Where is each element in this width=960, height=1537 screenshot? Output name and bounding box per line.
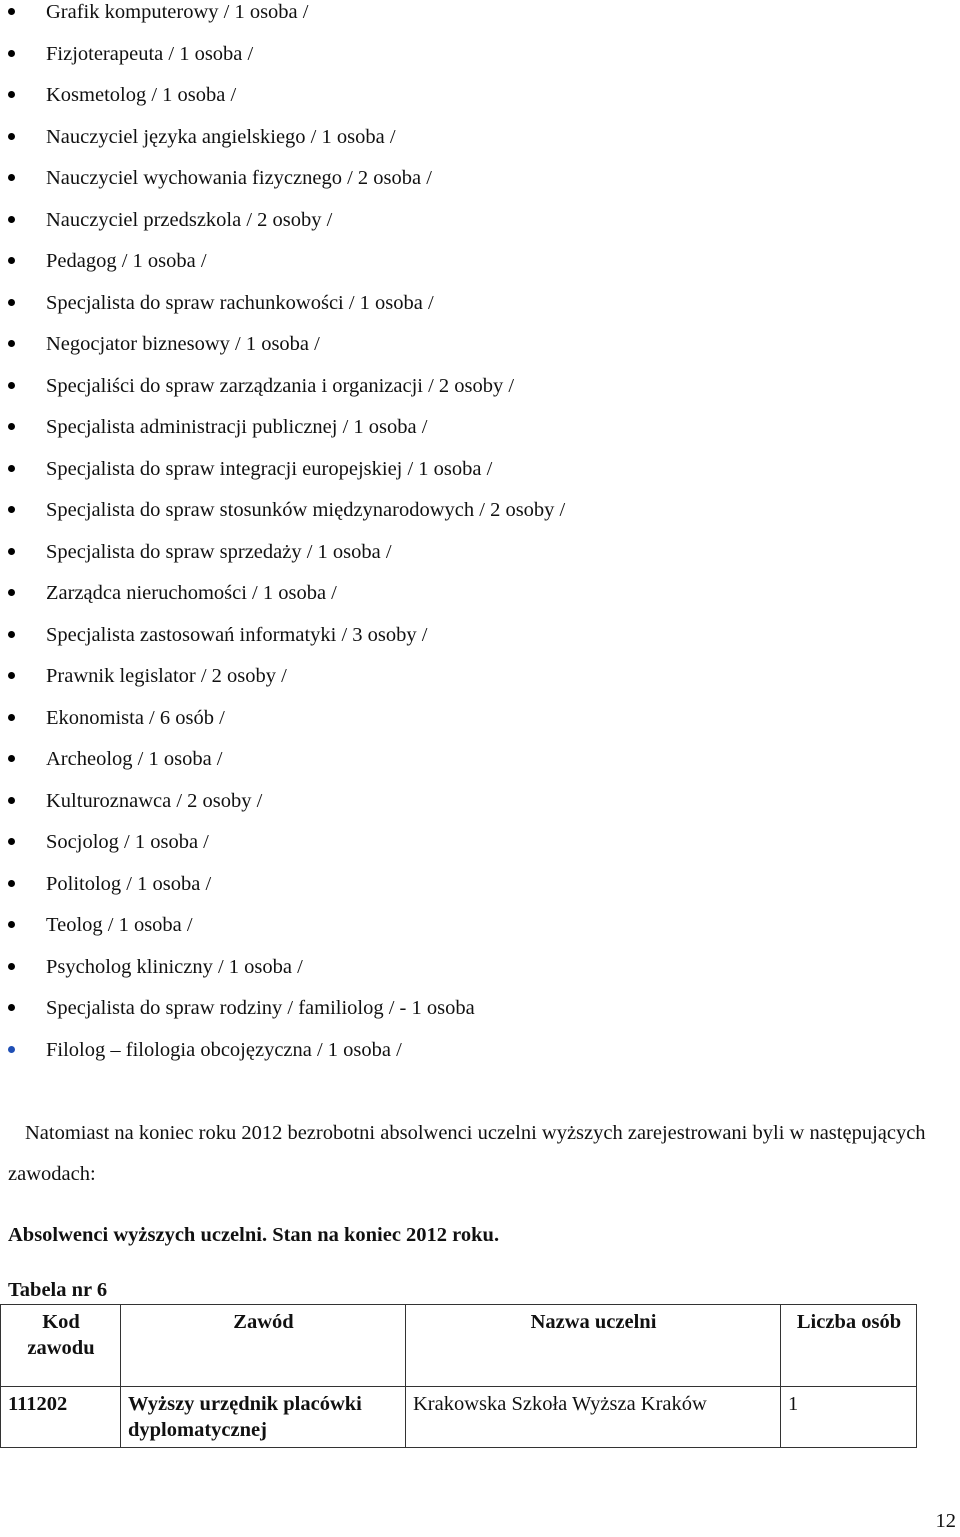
bullet-icon xyxy=(8,133,15,140)
list-item-text: Archeolog / 1 osoba / xyxy=(46,748,223,770)
list-item-text: Specjalista do spraw rodziny / familiolog / - 1 osoba xyxy=(46,997,475,1019)
bullet-icon xyxy=(8,8,15,15)
cell-count: 1 xyxy=(781,1387,917,1448)
list-item-text: Ekonomista / 6 osób / xyxy=(46,706,225,729)
table-caption: Tabela nr 6 xyxy=(8,1279,108,1301)
bullet-icon xyxy=(8,589,15,596)
bullet-icon xyxy=(8,880,15,887)
bullet-icon xyxy=(8,548,15,555)
list-item xyxy=(0,1032,960,1074)
cell-occupation: Wyższy urzędnik placówki dyplomatycznej xyxy=(121,1387,406,1448)
column-header-occupation: Zawód xyxy=(121,1305,406,1387)
list-item-text: Kosmetolog / 1 osoba / xyxy=(46,84,237,106)
bullet-icon xyxy=(8,631,15,638)
bullet-icon xyxy=(8,1046,15,1053)
bullet-icon xyxy=(8,50,15,57)
bullet-icon xyxy=(8,755,15,762)
list-item xyxy=(0,368,960,410)
list-item xyxy=(0,824,960,866)
list-item xyxy=(0,119,960,161)
cell-university: Krakowska Szkoła Wyższa Kraków xyxy=(406,1387,781,1448)
list-item xyxy=(0,617,960,659)
list-item-text: Specjalista do spraw stosunków międzynarodowych / 2 osoby / xyxy=(46,499,566,521)
list-item-text: Negocjator biznesowy / 1 osoba / xyxy=(46,333,320,355)
column-header-count: Liczba osób xyxy=(781,1305,917,1387)
list-item-text: Nauczyciel wychowania fizycznego / 2 osoba / xyxy=(46,167,432,189)
list-item-text: Specjalista zastosowań informatyki / 3 osoby / xyxy=(46,623,428,646)
list-item xyxy=(0,243,960,285)
list-item-text: Kulturoznawca / 2 osoby / xyxy=(46,789,263,812)
list-item-text: Psycholog kliniczny / 1 osoba / xyxy=(46,955,303,978)
list-item xyxy=(0,907,960,949)
list-item-text: Specjalista do spraw rachunkowości / 1 osoba / xyxy=(46,291,434,314)
list-item xyxy=(0,783,960,825)
list-item xyxy=(0,990,960,1032)
list-item-text: Fizjoterapeuta / 1 osoba / xyxy=(46,42,254,65)
bullet-icon xyxy=(8,91,15,98)
list-item xyxy=(0,658,960,700)
list-item xyxy=(0,0,960,36)
bullet-icon xyxy=(8,714,15,721)
list-item xyxy=(0,285,960,327)
section-heading: Absolwenci wyższych uczelni. Stan na koniec 2012 roku. xyxy=(8,1224,500,1246)
bullet-icon xyxy=(8,216,15,223)
body-paragraph-text: Natomiast na koniec roku 2012 bezrobotni absolwenci uczelni wyższych zarejestrowani byli w następujących zawodach: xyxy=(8,1122,926,1185)
list-item xyxy=(0,741,960,783)
bullet-icon xyxy=(8,921,15,928)
list-item-text: Prawnik legislator / 2 osoby / xyxy=(46,665,287,687)
list-item xyxy=(0,202,960,244)
page-number: 12 xyxy=(935,1510,956,1532)
body-paragraph xyxy=(8,1113,938,1195)
list-item xyxy=(0,949,960,991)
column-header-code: Kod zawodu xyxy=(1,1305,121,1387)
bullet-icon xyxy=(8,1004,15,1011)
list-item-text: Pedagog / 1 osoba / xyxy=(46,250,207,272)
bullet-icon xyxy=(8,299,15,306)
list-item-text: Specjalista administracji publicznej / 1 osoba / xyxy=(46,416,428,438)
list-item xyxy=(0,36,960,78)
list-item-text: Filolog – filologia obcojęzyczna / 1 osoba / xyxy=(46,1038,402,1061)
graduates-table xyxy=(0,1304,917,1448)
list-item xyxy=(0,575,960,617)
bullet-icon xyxy=(8,174,15,181)
bullet-icon xyxy=(8,257,15,264)
cell-code: 111202 xyxy=(1,1387,121,1448)
bullet-icon xyxy=(8,382,15,389)
list-item xyxy=(0,77,960,119)
list-item-text: Specjaliści do spraw zarządzania i organizacji / 2 osoby / xyxy=(46,374,515,397)
column-header-university: Nazwa uczelni xyxy=(406,1305,781,1387)
list-item xyxy=(0,409,960,451)
list-item xyxy=(0,866,960,908)
list-item-text: Nauczyciel języka angielskiego / 1 osoba / xyxy=(46,125,396,148)
table-row xyxy=(1,1387,917,1448)
list-item-text: Zarządca nieruchomości / 1 osoba / xyxy=(46,582,337,604)
list-item-text: Politolog / 1 osoba / xyxy=(46,872,212,895)
list-item xyxy=(0,451,960,493)
table-header-row xyxy=(1,1305,917,1387)
list-item-text: Specjalista do spraw sprzedaży / 1 osoba / xyxy=(46,540,392,563)
bullet-icon xyxy=(8,672,15,679)
bullet-icon xyxy=(8,465,15,472)
list-item xyxy=(0,700,960,742)
list-item xyxy=(0,160,960,202)
list-item-text: Socjolog / 1 osoba / xyxy=(46,831,209,853)
list-item xyxy=(0,534,960,576)
bullet-icon xyxy=(8,963,15,970)
bullet-icon xyxy=(8,340,15,347)
list-item-text: Nauczyciel przedszkola / 2 osoby / xyxy=(46,208,333,231)
bullet-icon xyxy=(8,838,15,845)
list-item xyxy=(0,326,960,368)
list-item-text: Grafik komputerowy / 1 osoba / xyxy=(46,1,309,23)
bullet-icon xyxy=(8,423,15,430)
list-item xyxy=(0,492,960,534)
list-item-text: Teolog / 1 osoba / xyxy=(46,914,193,936)
bullet-icon xyxy=(8,797,15,804)
list-item-text: Specjalista do spraw integracji europejskiej / 1 osoba / xyxy=(46,457,493,480)
bullet-icon xyxy=(8,506,15,513)
